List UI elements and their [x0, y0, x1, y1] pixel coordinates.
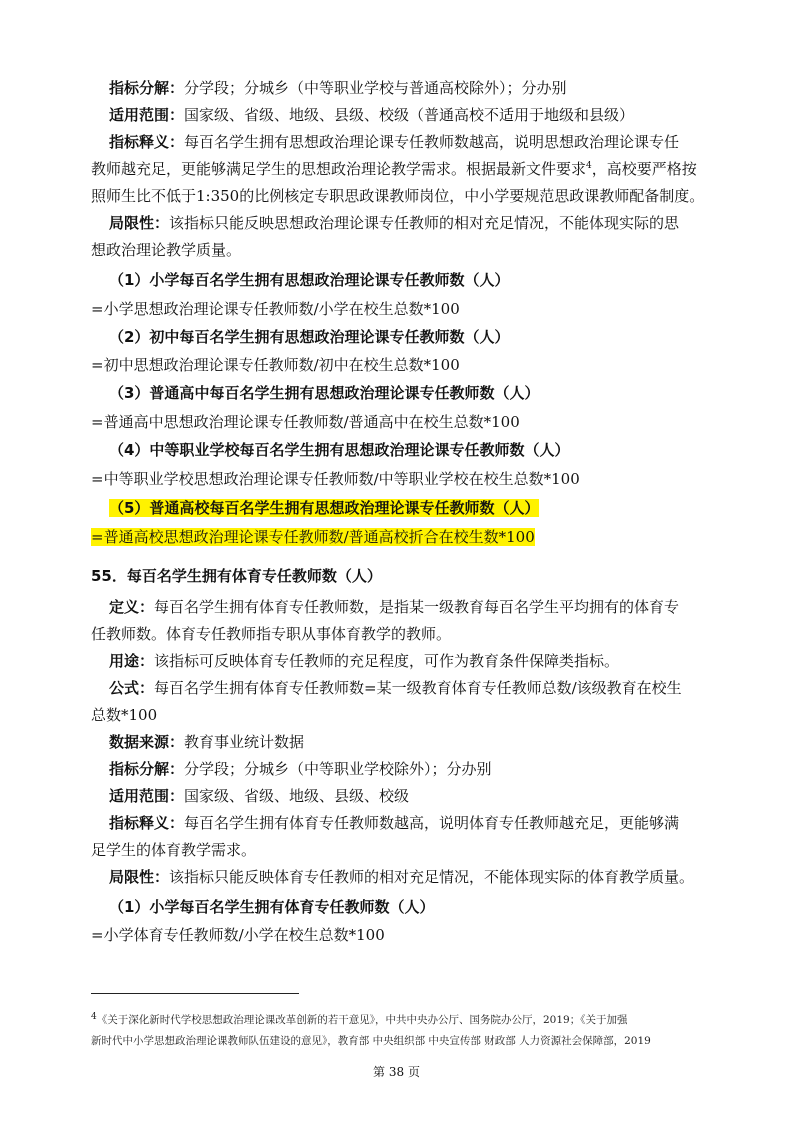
formula-label: 公式： [109, 679, 155, 697]
formula-line2: 总数*100 [91, 706, 158, 724]
item-formula-highlighted [91, 527, 711, 547]
source-text: 教育事业统计数据 [184, 733, 305, 751]
breakdown-row [109, 78, 729, 98]
limit-label: 局限性： [109, 868, 170, 886]
page-number: 第 38 页 [373, 1065, 420, 1079]
limit-row [109, 213, 729, 233]
scope-label: 适用范围： [109, 106, 185, 124]
interp-row [109, 132, 729, 152]
scope-label: 适用范围： [109, 787, 185, 805]
section-heading: 55．每百名学生拥有体育专任教师数（人） [91, 567, 382, 585]
definition-row [109, 597, 729, 617]
formula-line1: 每百名学生拥有体育专任教师数=某一级教育体育专任教师总数/该级教育在校生 [154, 679, 682, 697]
interp-line2: 足学生的体育教学需求。 [91, 841, 257, 859]
interp-label: 指标释义： [109, 133, 185, 151]
breakdown-label: 指标分解： [109, 760, 185, 778]
scope-text: 国家级、省级、地级、县级、校级（普通高校不适用于地级和县级） [184, 106, 635, 124]
item-title: （1）小学每百名学生拥有体育专任教师数（人） [109, 898, 435, 916]
footnote-line1 [91, 1012, 721, 1028]
usage-text: 该指标可反映体育专任教师的充足程度，可作为教育条件保障类指标。 [154, 652, 620, 670]
footnote-line2: 新时代中小学思想政治理论课教师队伍建设的意见》，教育部 中央组织部 中央宣传部 财政部 人力资源社会保障部，2019 [91, 1035, 651, 1047]
usage-row [109, 651, 729, 671]
source-label: 数据来源： [109, 733, 185, 751]
scope-text: 国家级、省级、地级、县级、校级 [184, 787, 410, 805]
footnote-marker: 4 [91, 1012, 97, 1022]
highlight-formula: =普通高校思想政治理论课专任教师数/普通高校折合在校生数*100 [91, 528, 535, 546]
scope-row [109, 105, 729, 125]
item-formula: =中等职业学校思想政治理论课专任教师数/中等职业学校在校生总数*100 [91, 470, 580, 488]
highlight-title: （5）普通高校每百名学生拥有思想政治理论课专任教师数（人） [109, 499, 540, 517]
item-title: （4）中等职业学校每百名学生拥有思想政治理论课专任教师数（人） [109, 441, 570, 459]
item-title-highlighted [109, 498, 729, 518]
interp-line3: 照师生比不低于1:350的比例核定专职思政课教师岗位，中小学要规范思政课教师配备制度。 [91, 187, 705, 205]
breakdown-text: 分学段；分城乡（中等职业学校除外）；分办别 [184, 760, 492, 778]
item-title: （2）初中每百名学生拥有思想政治理论课专任教师数（人） [109, 328, 510, 346]
footnote-text1: 《关于深化新时代学校思想政治理论课改革创新的若干意见》，中共中央办公厅、国务院办公厅，2019；《关于加强 [96, 1014, 628, 1026]
breakdown-text: 分学段；分城乡（中等职业学校与普通高校除外）；分办别 [184, 79, 567, 97]
interp-line1: 每百名学生拥有体育专任教师数越高，说明体育专任教师越充足，更能够满 [184, 814, 680, 832]
definition-label: 定义： [109, 598, 155, 616]
interp-line1: 每百名学生拥有思想政治理论课专任教师数越高，说明思想政治理论课专任 [184, 133, 680, 151]
definition-line2: 任教师数。体育专任教师指专职从事体育教学的教师。 [91, 625, 452, 643]
formula-row [109, 678, 729, 698]
source-row [109, 732, 729, 752]
limit-label: 局限性： [109, 214, 170, 232]
limit-row [109, 867, 729, 887]
limit-line2: 想政治理论教学质量。 [91, 241, 242, 259]
item-title: （3）普通高中每百名学生拥有思想政治理论课专任教师数（人） [109, 384, 540, 402]
definition-line1: 每百名学生拥有体育专任教师数，是指某一级教育每百名学生平均拥有的体育专 [154, 598, 680, 616]
interp-line2a: 教师越充足，更能够满足学生的思想政治理论教学需求。根据最新文件要求 [91, 160, 587, 178]
limit-line1: 该指标只能反映思想政治理论课专任教师的相对充足情况，不能体现实际的思 [169, 214, 680, 232]
usage-label: 用途： [109, 652, 155, 670]
item-formula: =普通高中思想政治理论课专任教师数/普通高中在校生总数*100 [91, 413, 520, 431]
footnote-ref[interactable]: 4 [586, 161, 592, 171]
item-formula: =初中思想政治理论课专任教师数/初中在校生总数*100 [91, 356, 460, 374]
footnote-rule [91, 993, 299, 994]
interp-line2 [91, 159, 711, 179]
scope-row [109, 786, 729, 806]
limit-text: 该指标只能反映体育专任教师的相对充足情况，不能体现实际的体育教学质量。 [169, 868, 695, 886]
item-formula: =小学思想政治理论课专任教师数/小学在校生总数*100 [91, 300, 460, 318]
interp-line2b: ，高校要严格按 [591, 160, 697, 178]
item-formula: =小学体育专任教师数/小学在校生总数*100 [91, 926, 385, 944]
interp-label: 指标释义： [109, 814, 185, 832]
interp-row [109, 813, 729, 833]
item-title: （1）小学每百名学生拥有思想政治理论课专任教师数（人） [109, 271, 510, 289]
breakdown-row [109, 759, 729, 779]
breakdown-label: 指标分解： [109, 79, 185, 97]
